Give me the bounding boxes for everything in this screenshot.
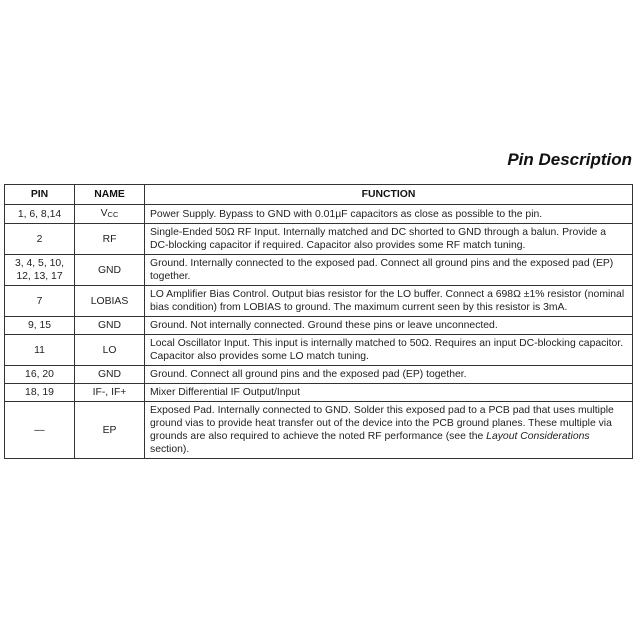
- pin-cell: 9, 15: [5, 317, 75, 335]
- name-cell: GND: [75, 317, 145, 335]
- function-cell: Mixer Differential IF Output/Input: [145, 384, 633, 402]
- pin-cell: 1, 6, 8,14: [5, 205, 75, 224]
- table-row: [5, 224, 633, 255]
- function-cell: Ground. Connect all ground pins and the exposed pad (EP) together.: [145, 366, 633, 384]
- table-row: [5, 384, 633, 402]
- pin-line-2: 12, 13, 17: [16, 271, 63, 282]
- function-cell: Single-Ended 50Ω RF Input. Internally matched and DC shorted to GND through a balun. Provide a DC-blocking capacitor if required. Capacitor also provides some RF match tuning.: [145, 224, 633, 255]
- table-row: [5, 402, 633, 459]
- table-row: [5, 205, 633, 224]
- name-cell: GND: [75, 255, 145, 286]
- name-cell: EP: [75, 402, 145, 459]
- name-cell: GND: [75, 366, 145, 384]
- pin-cell: [5, 255, 75, 286]
- function-cell: Local Oscillator Input. This input is internally matched to 50Ω. Requires an input DC-blocking capacitor. Capacitor also provides some LO match tuning.: [145, 335, 633, 366]
- table-header-row: [5, 185, 633, 205]
- name-text: V: [100, 208, 108, 219]
- table-row: [5, 335, 633, 366]
- layout-considerations-reference: Layout Considerations: [486, 431, 590, 442]
- header-function: FUNCTION: [145, 185, 633, 205]
- table-row: [5, 286, 633, 317]
- pin-line-1: 3, 4, 5, 10,: [14, 258, 65, 269]
- function-text-end: section).: [150, 444, 190, 455]
- function-text: Exposed Pad. Internally connected to GND. Solder this exposed pad to a PCB pad that uses multiple ground vias to provide heat transfer out of the device into the PCB ground planes. These multiple via grounds are also required to achieve the noted RF performance (see the: [150, 405, 614, 442]
- name-subscript: CC: [107, 210, 119, 219]
- function-cell: Ground. Internally connected to the exposed pad. Connect all ground pins and the exposed pad (EP) together.: [145, 255, 633, 286]
- pin-cell: 18, 19: [5, 384, 75, 402]
- function-cell: Ground. Not internally connected. Ground these pins or leave unconnected.: [145, 317, 633, 335]
- name-cell: LOBIAS: [75, 286, 145, 317]
- pin-cell: 11: [5, 335, 75, 366]
- pin-cell: 7: [5, 286, 75, 317]
- name-cell: RF: [75, 224, 145, 255]
- table-row: [5, 317, 633, 335]
- table-row: [5, 366, 633, 384]
- pin-cell: 16, 20: [5, 366, 75, 384]
- name-cell: [75, 205, 145, 224]
- pin-cell: 2: [5, 224, 75, 255]
- table-row: [5, 255, 633, 286]
- function-cell: [145, 402, 633, 459]
- section-title: Pin Description: [507, 150, 632, 169]
- pin-description-table: [4, 184, 633, 459]
- header-name: NAME: [75, 185, 145, 205]
- name-cell: IF-, IF+: [75, 384, 145, 402]
- function-cell: Power Supply. Bypass to GND with 0.01µF capacitors as close as possible to the pin.: [145, 205, 633, 224]
- name-cell: LO: [75, 335, 145, 366]
- pin-cell: —: [5, 402, 75, 459]
- header-pin: PIN: [5, 185, 75, 205]
- function-cell: LO Amplifier Bias Control. Output bias resistor for the LO buffer. Connect a 698Ω ±1% resistor (nominal bias condition) from LOBIAS to ground. The maximum current seen by this resistor is 3mA.: [145, 286, 633, 317]
